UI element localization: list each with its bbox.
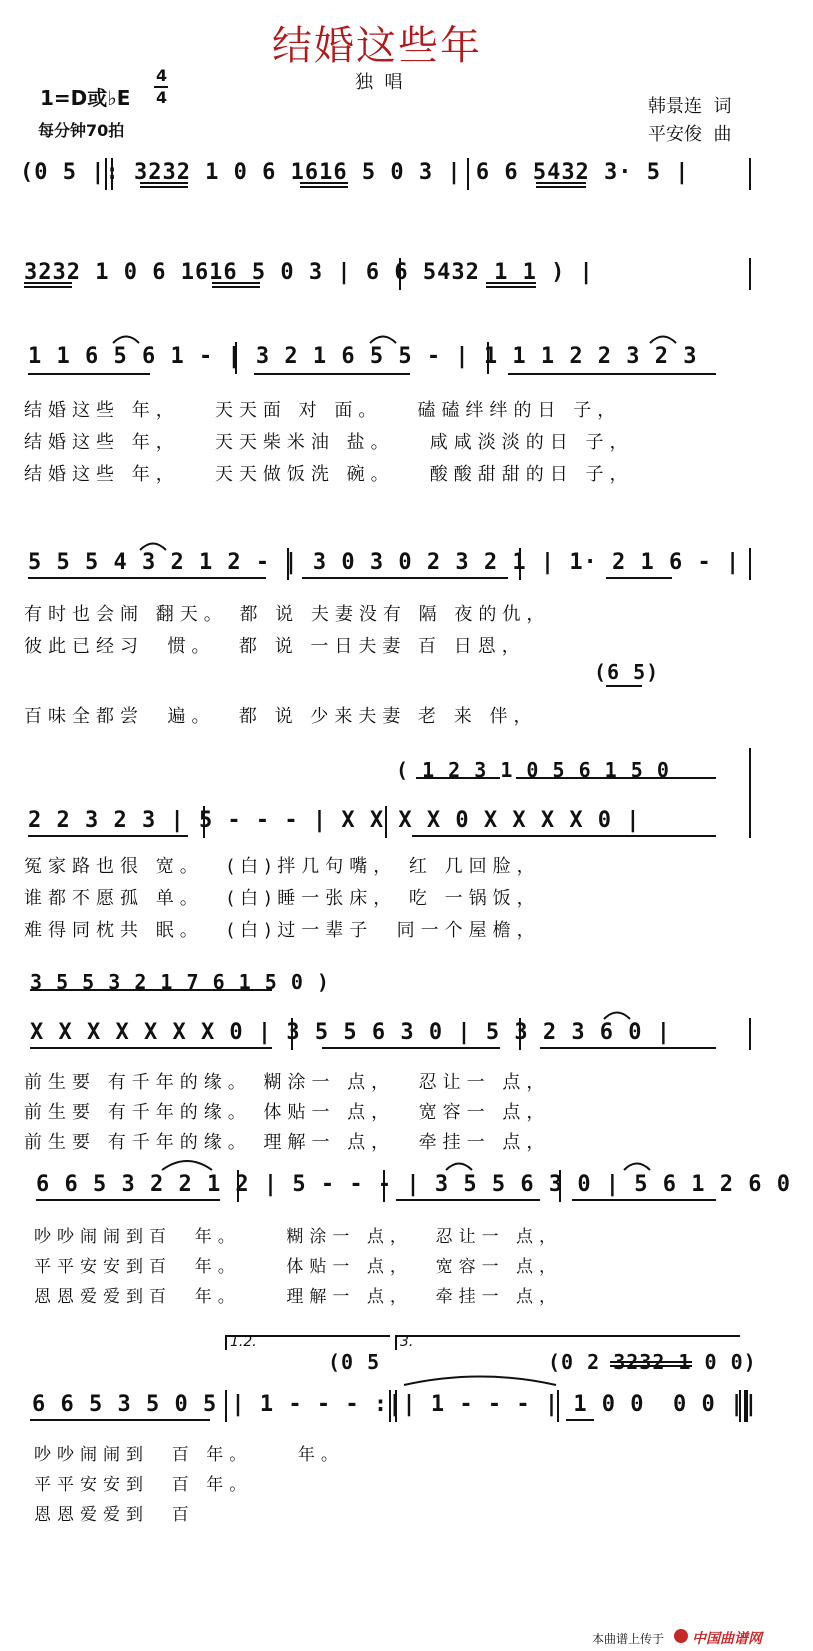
site-name: 中国曲谱网	[692, 1631, 762, 1647]
lyrics-line-6-verse-1: 前生要 有千年的缘。 糊涂一 点， 忍让一 点，	[24, 1072, 551, 1093]
time-signature-top: 4	[156, 66, 168, 85]
alternate-notes: (6 5)	[594, 660, 660, 684]
lyrics-line-5-verse-3: 难得同枕共 眠。 (白)过一辈子 同一个屋檐，	[24, 920, 541, 941]
lyrics-line-7-verse-2: 平平安安到百 年。 体贴一 点， 宽容一 点，	[34, 1257, 563, 1277]
score-line-1: (0 5 |: 3232 1 0 6 1616 5 0 3 | 6 6 5432 3· 5 |	[20, 160, 690, 185]
song-title: 结婚这些年	[272, 23, 482, 69]
accompaniment-line-5: ( 1 2 3 1 0 5 6 1 5 0	[396, 758, 670, 782]
lyrics-line-6-verse-3: 前生要 有千年的缘。 理解一 点， 牵挂一 点，	[24, 1132, 551, 1153]
composer-credit: 平安俊 曲	[648, 124, 732, 145]
lyrics-line-3-verse-1: 结婚这些 年， 天天面 对 面。 磕磕绊绊的日 子，	[24, 400, 622, 421]
score-line-7: 6 6 5 3 2 2 1 2 | 5 - - - | 3 5 5 6 3 0 | 5 6 1 2 6 0	[36, 1172, 791, 1197]
upload-note: 本曲谱上传于	[592, 1632, 665, 1646]
lyrics-line-5-verse-2: 谁都不愿孤 单。 (白)睡一张床， 吃 一锅饭，	[24, 888, 541, 909]
lyrics-line-3-verse-2: 结婚这些 年， 天天柴米油 盐。 咸咸淡淡的日 子，	[24, 432, 634, 453]
lyrics-line-8-verse-3: 恩恩爱爱到 百	[34, 1505, 195, 1525]
key-signature: 1=D或♭E	[40, 86, 131, 110]
site-logo-icon	[674, 1629, 688, 1643]
volta-1-2-label: 1.2.	[230, 1334, 257, 1350]
lyrics-line-3-verse-3: 结婚这些 年， 天天做饭洗 碗。 酸酸甜甜的日 子，	[24, 464, 634, 485]
lyrics-line-8-verse-1: 吵吵闹闹到 百 年。 年。	[34, 1445, 344, 1465]
accompaniment-line-6: 3 5 5 3 2 1 7 6 1 5 0 )	[30, 970, 330, 994]
lyrics-line-4-verse-2: 彼此已经习 惯。 都 说 一日夫妻 百 日恩，	[24, 636, 526, 657]
lyrics-line-5-verse-1: 冤家路也很 宽。 (白)拌几句嘴， 红 几回脸，	[24, 856, 541, 877]
time-signature-bottom: 4	[156, 88, 168, 107]
volta-1-2-accompaniment: (0 5	[328, 1350, 381, 1374]
lyrics-line-7-verse-1: 吵吵闹闹到百 年。 糊涂一 点， 忍让一 点，	[34, 1227, 563, 1247]
score-line-8: 6 6 5 3 5 0 5 | 1 - - - :|| 1 - - - | 1 0 0 0 0 ||	[32, 1392, 759, 1417]
tempo-marking: 每分钟70拍	[38, 121, 125, 140]
score-line-3: 1 1 6 5 6 1 - | 3 2 1 6 5 5 - | 1 1 1 2 2 3 2 3	[28, 344, 698, 369]
volta-3-accompaniment: (0 2 3232 1 0 0)	[548, 1350, 757, 1374]
score-line-2: 3232 1 0 6 1616 5 0 3 | 6 6 5432 1 1 ) |	[24, 260, 594, 285]
lyrics-line-6-verse-2: 前生要 有千年的缘。 体贴一 点， 宽容一 点，	[24, 1102, 551, 1123]
lyrics-line-7-verse-3: 恩恩爱爱到百 年。 理解一 点， 牵挂一 点，	[34, 1287, 563, 1307]
lyrics-line-4-verse-3: 百味全都尝 遍。 都 说 少来夫妻 老 来 伴，	[24, 706, 538, 727]
score-line-6: X X X X X X X 0 | 3 5 5 6 3 0 | 5 3 2 3 6 0 |	[30, 1020, 672, 1045]
lyrics-line-4-verse-1: 有时也会闹 翻天。 都 说 夫妻没有 隔 夜的仇，	[24, 604, 551, 625]
volta-3-label: 3.	[400, 1334, 414, 1350]
performance-type: 独 唱	[355, 72, 403, 93]
lyrics-line-8-verse-2: 平平安安到 百 年。	[34, 1475, 253, 1495]
lyricist-credit: 韩景连 词	[648, 96, 732, 117]
score-line-4: 5 5 5 4 3 2 1 2 - | 3 0 3 0 2 3 2 1 | 1· 2 1 6 - |	[28, 550, 741, 575]
score-line-5: 2 2 3 2 3 | 5 - - - | X X X X 0 X X X X 0 |	[28, 808, 641, 833]
